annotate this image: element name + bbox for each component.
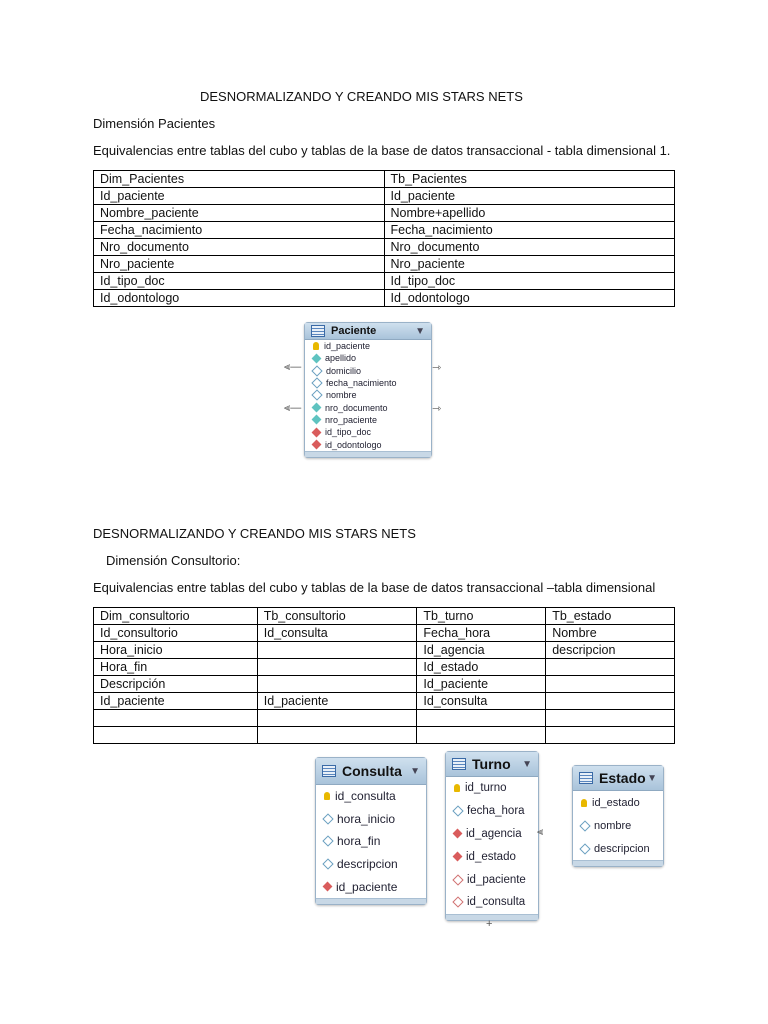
- table-cell: Fecha_nacimiento: [384, 222, 675, 239]
- key-icon: [581, 799, 587, 807]
- dropdown-triangle-icon[interactable]: ▼: [647, 772, 657, 784]
- entity-field: [305, 377, 431, 389]
- field-label: hora_inicio: [337, 811, 396, 826]
- entity-field: [446, 777, 538, 800]
- crow-foot-connector: ⫷—: [284, 361, 302, 373]
- entity-footer: [316, 898, 426, 904]
- entity-name: Estado: [599, 770, 646, 786]
- field-label: apellido: [325, 353, 357, 364]
- table-cell: [257, 710, 417, 727]
- turno-entity: [445, 751, 539, 921]
- table-row: [94, 710, 675, 727]
- entity-header: [573, 766, 663, 791]
- field-label: id_tipo_doc: [325, 427, 372, 438]
- table-row: [94, 273, 675, 290]
- field-label: id_consulta: [467, 896, 526, 909]
- table-cell: Tb_estado: [546, 608, 675, 625]
- table-cell: Descripción: [94, 676, 258, 693]
- table-cell: Nombre_paciente: [94, 205, 385, 222]
- estado-entity: [572, 765, 664, 867]
- table-cell: [546, 676, 675, 693]
- section1-title: DESNORMALIZANDO Y CREANDO MIS STARS NETS: [200, 89, 523, 104]
- entity-header: [446, 752, 538, 777]
- entity-field: [305, 426, 431, 438]
- entity-field: [316, 785, 426, 808]
- teal-diamond-icon: [312, 353, 322, 363]
- table-cell: Fecha_nacimiento: [94, 222, 385, 239]
- table-cell: Dim_consultorio: [94, 608, 258, 625]
- field-label: id_paciente: [324, 341, 371, 352]
- turno-bottom-connector: +: [486, 918, 493, 930]
- consulta-entity: [315, 757, 427, 905]
- table-cell: Nro_documento: [94, 239, 385, 256]
- entity-field: [446, 800, 538, 823]
- table-row: [94, 222, 675, 239]
- table-cell: Nro_paciente: [384, 256, 675, 273]
- table-cell: Id_paciente: [257, 693, 417, 710]
- table-icon: [322, 765, 336, 777]
- table-cell: [546, 710, 675, 727]
- field-label: fecha_nacimiento: [326, 378, 397, 389]
- table-header-row: [94, 171, 675, 188]
- field-label: descripcion: [594, 842, 650, 855]
- table-cell: [546, 727, 675, 744]
- table-cell: Dim_Pacientes: [94, 171, 385, 188]
- table-row: [94, 256, 675, 273]
- consultorio-equivalence-table: [93, 607, 675, 744]
- entity-header: [316, 758, 426, 785]
- table-icon: [452, 758, 466, 770]
- entity-field: [446, 891, 538, 914]
- red-diamond-icon: [453, 852, 463, 862]
- field-label: nro_paciente: [325, 414, 378, 425]
- entity-name: Consulta: [342, 763, 402, 779]
- table-cell: Id_paciente: [417, 676, 546, 693]
- key-icon: [313, 342, 319, 350]
- table-row: [94, 642, 675, 659]
- table-cell: Id_odontologo: [384, 290, 675, 307]
- field-label: id_turno: [465, 782, 507, 795]
- white-diamond-icon: [322, 813, 333, 824]
- table-cell: Id_tipo_doc: [384, 273, 675, 290]
- white-diamond-icon: [322, 858, 333, 869]
- field-label: nombre: [326, 390, 357, 401]
- one-connector-2: ⇾: [432, 403, 442, 415]
- field-label: id_paciente: [467, 873, 526, 886]
- field-label: descripcion: [337, 857, 398, 872]
- entity-field: [305, 365, 431, 377]
- entity-field: [316, 830, 426, 853]
- table-cell: [94, 710, 258, 727]
- dropdown-triangle-icon[interactable]: ▼: [410, 765, 420, 777]
- table-cell: Hora_inicio: [94, 642, 258, 659]
- table-cell: [257, 676, 417, 693]
- white-diamond-icon: [452, 806, 463, 817]
- red-diamond-icon: [453, 829, 463, 839]
- table-row: [94, 693, 675, 710]
- table-row: [94, 676, 675, 693]
- table-header-row: [94, 608, 675, 625]
- pacientes-equivalence-table: [93, 170, 675, 307]
- entity-field: [305, 389, 431, 401]
- table-icon: [579, 772, 593, 784]
- entity-field: [316, 808, 426, 831]
- section2-description: Equivalencias entre tablas del cubo y tablas de la base de datos transaccional –tabla dimensional: [93, 580, 656, 595]
- table-cell: Id_consulta: [257, 625, 417, 642]
- table-cell: Id_estado: [417, 659, 546, 676]
- field-label: id_paciente: [336, 879, 398, 894]
- red-diamond-icon: [323, 882, 333, 892]
- entity-field: [573, 791, 663, 814]
- table-cell: Id_paciente: [94, 693, 258, 710]
- table-cell: [417, 710, 546, 727]
- table-row: [94, 205, 675, 222]
- paciente-entity: [304, 322, 432, 458]
- table-cell: descripcion: [546, 642, 675, 659]
- field-label: hora_fin: [337, 834, 381, 849]
- section1-subtitle: Dimensión Pacientes: [93, 116, 216, 131]
- table-cell: [546, 659, 675, 676]
- section2-subtitle: Dimensión Consultorio:: [106, 553, 241, 568]
- red-diamond-icon: [312, 440, 322, 450]
- table-cell: Hora_fin: [94, 659, 258, 676]
- field-label: id_estado: [466, 850, 516, 863]
- table-cell: [257, 659, 417, 676]
- table-cell: Nro_paciente: [94, 256, 385, 273]
- entity-footer: [305, 451, 431, 457]
- red-white-diamond-icon: [452, 874, 463, 885]
- entity-name: Turno: [472, 756, 511, 772]
- entity-field: [316, 875, 426, 898]
- teal-diamond-icon: [312, 403, 322, 413]
- white-diamond-icon: [311, 365, 322, 376]
- red-diamond-icon: [312, 427, 322, 437]
- field-label: domicilio: [326, 365, 362, 376]
- dropdown-triangle-icon[interactable]: ▼: [415, 325, 425, 337]
- field-label: id_agencia: [466, 827, 522, 840]
- field-label: nro_documento: [325, 402, 388, 413]
- crow-foot-connector-2: ⫷—: [284, 402, 302, 414]
- entity-field: [305, 340, 431, 352]
- table-cell: Nombre+apellido: [384, 205, 675, 222]
- dropdown-triangle-icon[interactable]: ▼: [522, 758, 532, 770]
- table-cell: Tb_turno: [417, 608, 546, 625]
- entity-field: [446, 868, 538, 891]
- turno-estado-connector: ⫷: [537, 826, 544, 838]
- table-cell: Id_paciente: [384, 188, 675, 205]
- table-icon: [311, 325, 325, 337]
- table-cell: Tb_consultorio: [257, 608, 417, 625]
- entity-field: [446, 845, 538, 868]
- entity-field: [573, 814, 663, 837]
- table-cell: Id_agencia: [417, 642, 546, 659]
- white-diamond-icon: [311, 390, 322, 401]
- entity-field: [446, 823, 538, 846]
- table-row: [94, 659, 675, 676]
- field-label: id_consulta: [335, 789, 396, 804]
- entity-field: [305, 352, 431, 364]
- table-cell: [417, 727, 546, 744]
- entity-field: [305, 438, 431, 450]
- table-cell: [94, 727, 258, 744]
- entity-name: Paciente: [331, 325, 377, 337]
- teal-diamond-icon: [312, 415, 322, 425]
- field-label: id_estado: [592, 796, 640, 809]
- table-row: [94, 188, 675, 205]
- table-cell: Id_tipo_doc: [94, 273, 385, 290]
- table-cell: [257, 727, 417, 744]
- table-row: [94, 727, 675, 744]
- table-cell: Id_paciente: [94, 188, 385, 205]
- entity-field: [316, 853, 426, 876]
- table-cell: Nro_documento: [384, 239, 675, 256]
- entity-header: [305, 323, 431, 340]
- table-cell: Id_consultorio: [94, 625, 258, 642]
- entity-field: [305, 414, 431, 426]
- table-cell: [546, 693, 675, 710]
- white-diamond-icon: [579, 843, 590, 854]
- entity-footer: [573, 860, 663, 866]
- key-icon: [454, 784, 460, 792]
- section1-description: Equivalencias entre tablas del cubo y tablas de la base de datos transaccional - tabla dimensional 1.: [93, 143, 671, 158]
- table-row: [94, 239, 675, 256]
- section2-title: DESNORMALIZANDO Y CREANDO MIS STARS NETS: [93, 526, 416, 541]
- entity-field: [573, 837, 663, 860]
- table-cell: Fecha_hora: [417, 625, 546, 642]
- white-diamond-icon: [322, 836, 333, 847]
- field-label: nombre: [594, 819, 632, 832]
- entity-field: [305, 401, 431, 413]
- field-label: id_odontologo: [325, 439, 382, 450]
- white-diamond-icon: [579, 820, 590, 831]
- table-row: [94, 625, 675, 642]
- table-row: [94, 290, 675, 307]
- white-diamond-icon: [311, 377, 322, 388]
- red-white-diamond-icon: [452, 897, 463, 908]
- table-cell: Id_consulta: [417, 693, 546, 710]
- table-cell: Nombre: [546, 625, 675, 642]
- one-connector: ⇾: [432, 362, 442, 374]
- key-icon: [324, 792, 330, 800]
- field-label: fecha_hora: [467, 805, 525, 818]
- table-cell: [257, 642, 417, 659]
- table-cell: Id_odontologo: [94, 290, 385, 307]
- table-cell: Tb_Pacientes: [384, 171, 675, 188]
